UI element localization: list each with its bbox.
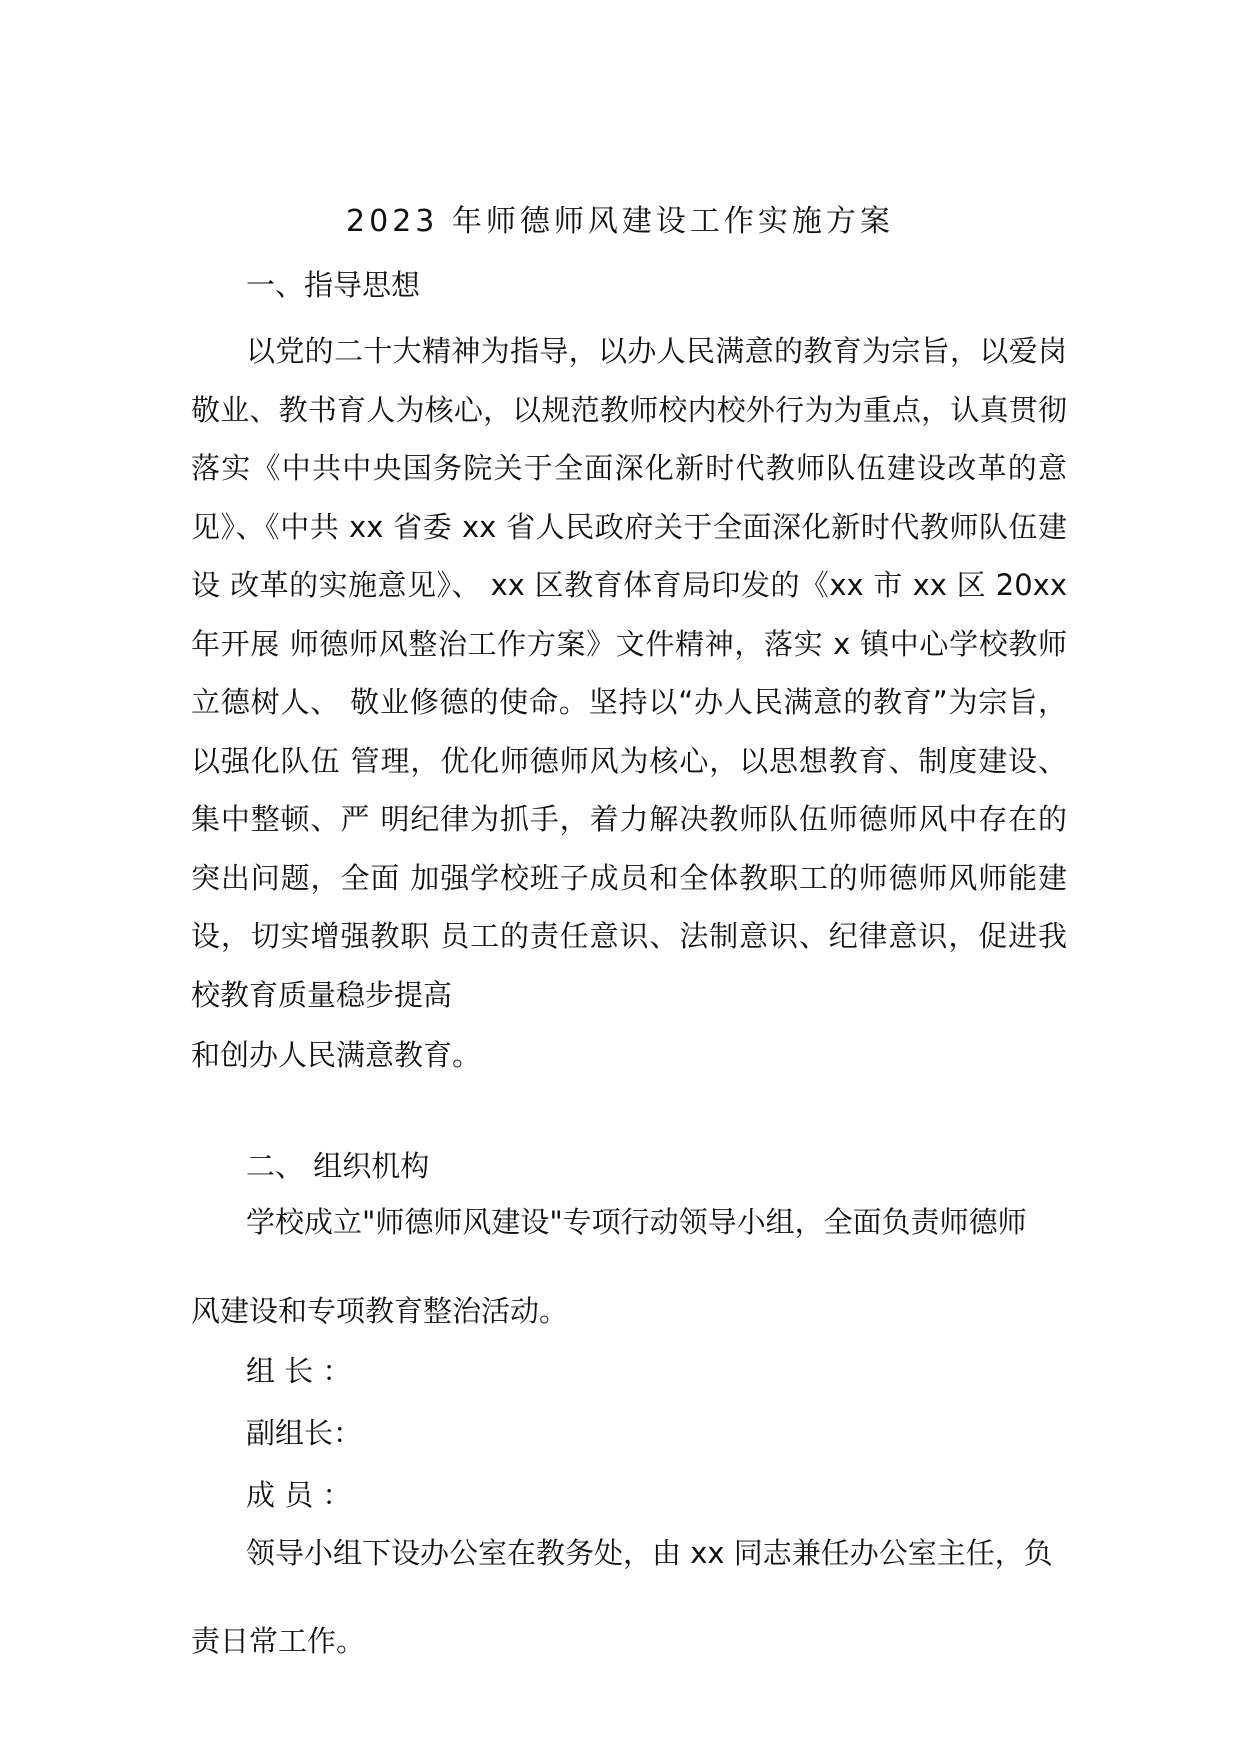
section-heading-guiding-ideology: 一、指导思想 [246,268,421,302]
document-title: 2023 年师德师风建设工作实施方案 [346,204,894,239]
section-paragraph-guiding-ideology: 以党的二十大精神为指导，以办人民满意的教育为宗旨，以爱岗敬业、教书育人为核心，以规范教师校内校外行为为重点，认真贯彻落实《中共中央国务院关于全面深化新时代教师队伍建设改革的意见》、《中共 xx 省委 xx 省人民政府关于全面深化新时代教师队伍建设 改革的实施意见》、 xx 区教育体育局印发的《xx 市 xx 区 20xx 年开展 师德师风整治工作方案》文件精神，落实 x 镇中心学校教师立德树人、 敬业修德的使命。坚持以“办人民满意的教育”为宗旨，以强化队伍 管理，优化师德师风为核心，以思想教育、制度建设、集中整顿、严 明纪律为抓手，着力解决教师队伍师德师风中存在的突出问题，全面 加强学校班子成员和全体教职工的师德师风师能建设，切实增强教职 员工的责任意识、法制意识、纪律意识，促进我校教育质量稳步提高 [191,334,1067,1012]
deputy-leader-line: 副组长： [246,1416,363,1450]
organization-paragraph-end: 风建设和专项教育整治活动。 [191,1294,569,1328]
office-paragraph-start: 领导小组下设办公室在教务处，由 xx 同志兼任办公室主任，负 [246,1536,1053,1570]
leader-line: 组 长 ： [246,1354,352,1388]
paragraph-continuation: 和创办人民满意教育。 [191,1038,482,1072]
members-line: 成 员 ： [246,1478,352,1512]
section-heading-organization: 二、 组织机构 [246,1149,430,1183]
organization-paragraph-start: 学校成立"师德师风建设"专项行动领导小组，全面负责师德师 [246,1205,1027,1239]
office-paragraph-end: 责日常工作。 [191,1624,366,1658]
